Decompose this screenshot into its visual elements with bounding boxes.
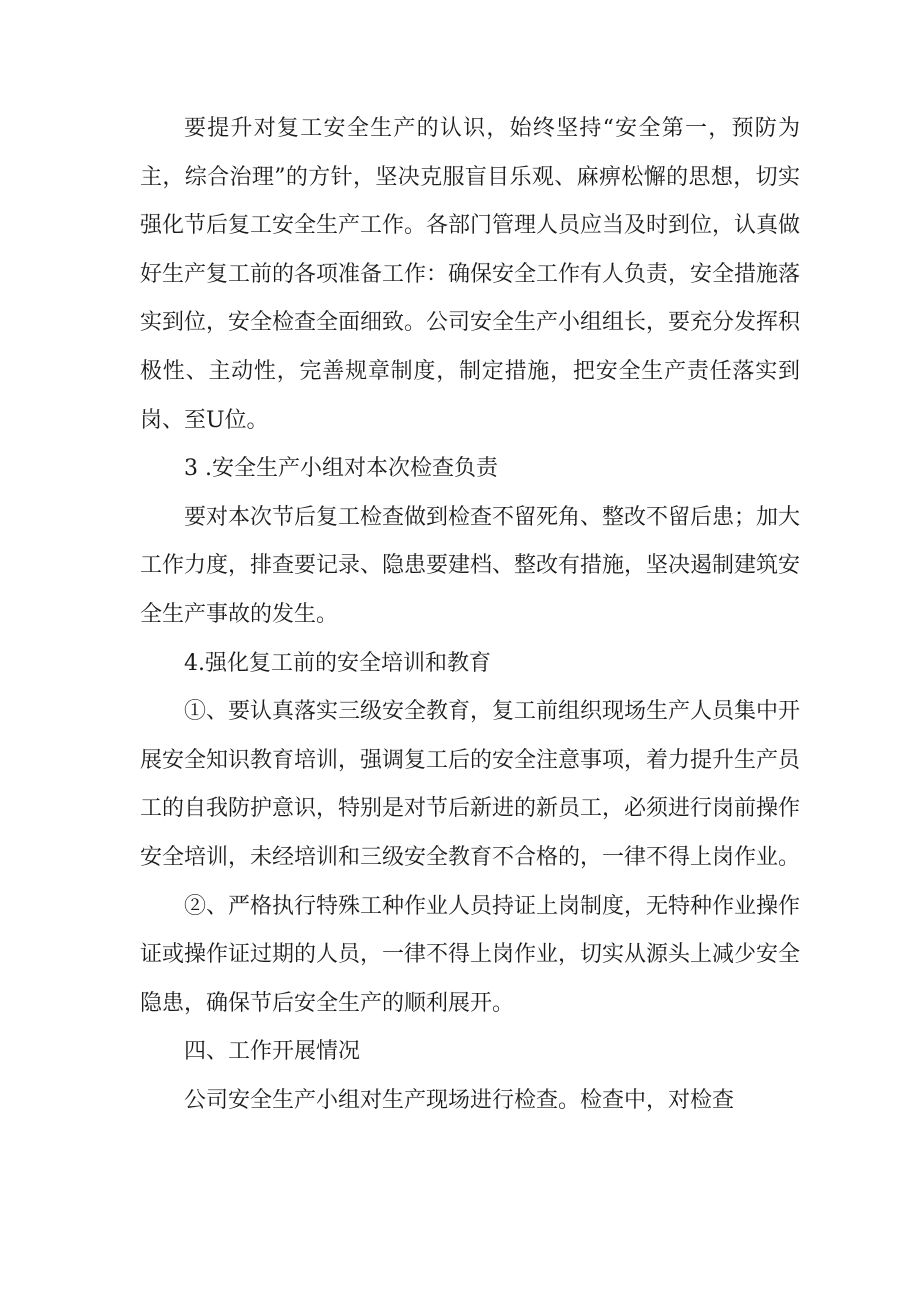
paragraph-three-level-education: ①、要认真落实三级安全教育，复工前组织现场生产人员集中开展安全知识教育培训，强调复工后的安全注意事项，着力提升生产员工的自我防护意识，特别是对节后新进的新员工，必须进行岗前操作安全培训，未经培训和三级安全教育不合格的，一律不得上岗作业。	[140, 699, 801, 870]
heading-section-3: 3 .安全生产小组对本次检查负责	[184, 456, 498, 482]
heading-section-4: 4.强化复工前的安全培训和教育	[184, 650, 491, 676]
paragraph-site-inspection: 公司安全生产小组对生产现场进行检查。检查中，对检查	[184, 1087, 735, 1113]
paragraph-special-work-certificate: ②、严格执行特殊工种作业人员持证上岗制度，无特种作业操作证或操作证过期的人员，一律不得上岗作业，切实从源头上减少安全隐患，确保节后安全生产的顺利展开。	[140, 893, 801, 1016]
paragraph-safety-awareness: 要提升对复工安全生产的认识，始终坚持“安全第一，预防为主，综合治理”的方针，坚决克服盲目乐观、麻痹松懈的思想，切实强化节后复工安全生产工作。各部门管理人员应当及时到位，认真做好生产复工前的各项准备工作：确保安全工作有人负责，安全措施落实到位，安全检查全面细致。公司安全生产小组组长，要充分发挥积极性、主动性，完善规章制度，制定措施，把安全生产责任落实到岗、至U位。	[140, 116, 801, 433]
heading-work-progress: 四、工作开展情况	[184, 1039, 361, 1065]
paragraph-inspection-responsibility: 要对本次节后复工检查做到检查不留死角、整改不留后患；加大工作力度，排查要记录、隐患要建档、整改有措施，坚决遏制建筑安全生产事故的发生。	[140, 504, 801, 627]
document-body	[140, 105, 800, 1125]
